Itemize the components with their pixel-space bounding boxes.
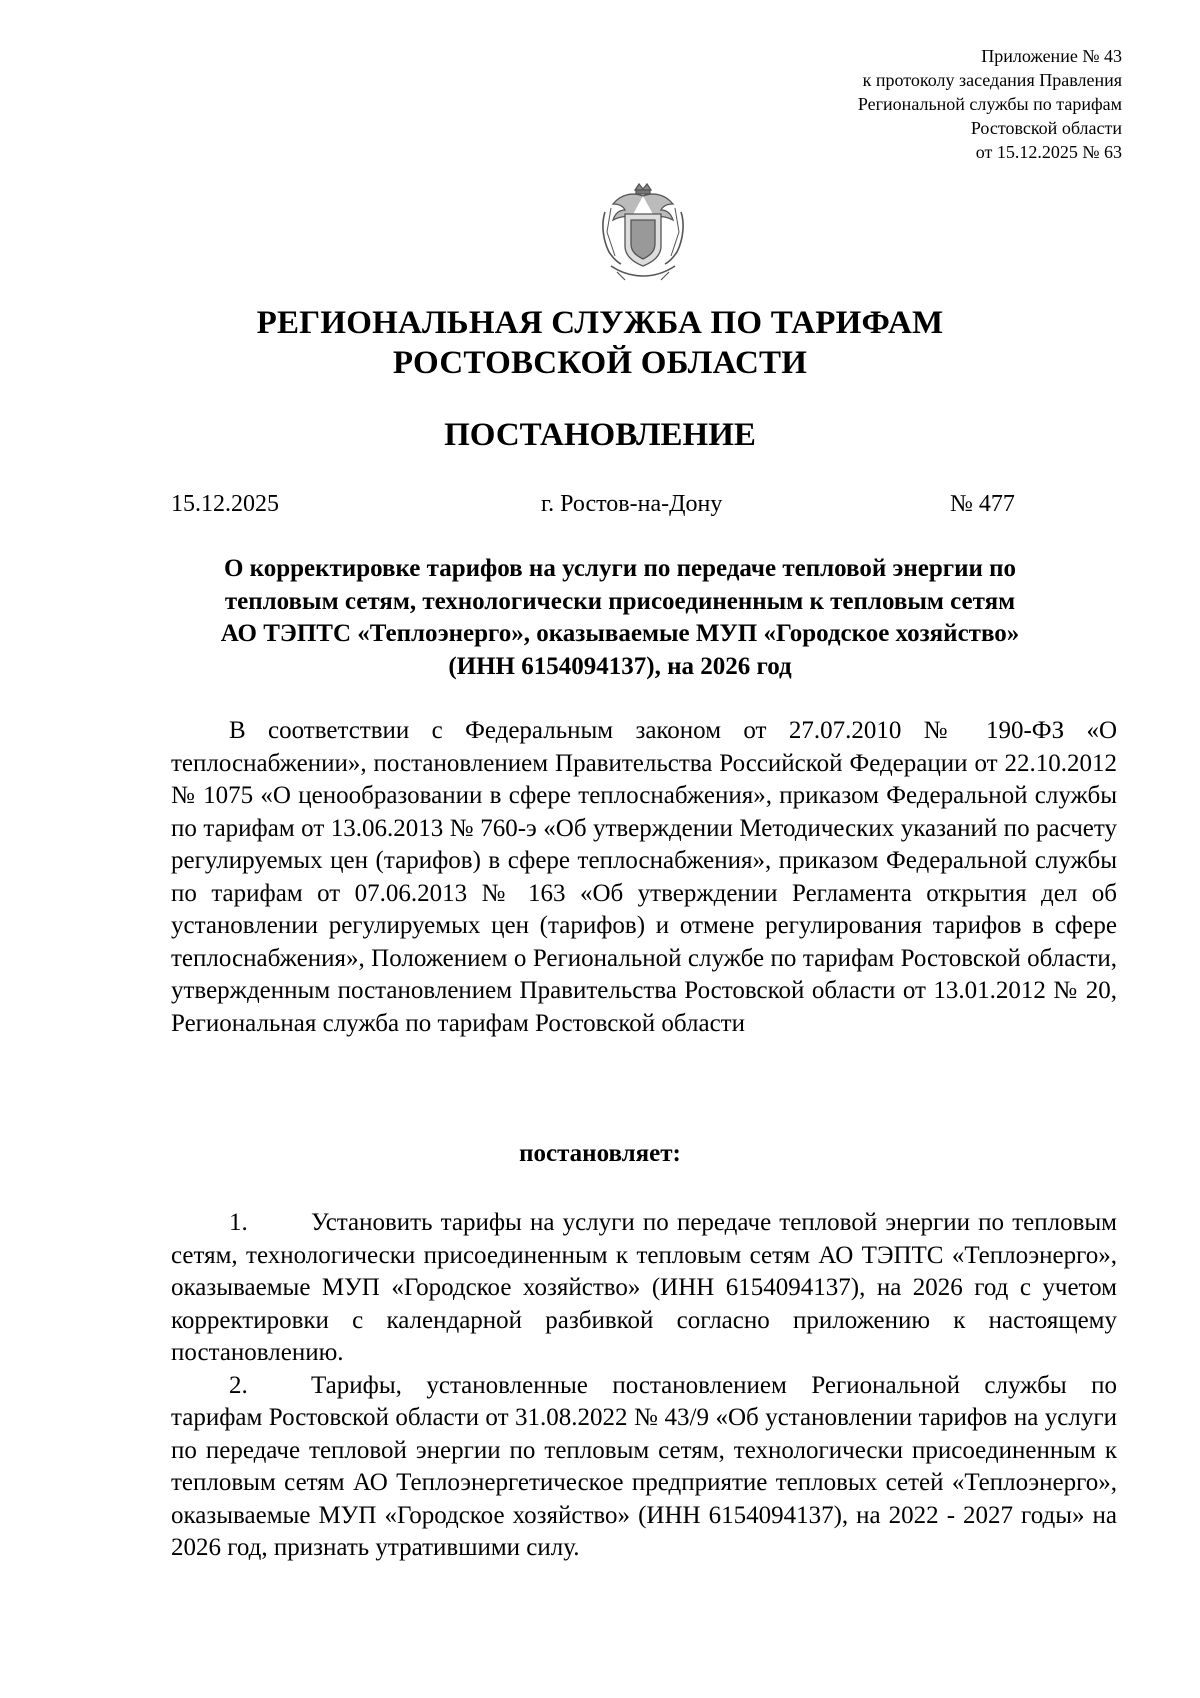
organization-title-line: РОСТОВСКОЙ ОБЛАСТИ bbox=[392, 345, 808, 381]
coat-of-arms-icon bbox=[595, 182, 691, 282]
appendix-stamp bbox=[858, 44, 1122, 164]
item-number: 1. bbox=[229, 1209, 248, 1236]
subject-line: АО ТЭПТС «Теплоэнерго», оказываемые МУП «Городское хозяйство» bbox=[220, 620, 1020, 647]
appendix-line: Приложение № 43 bbox=[981, 46, 1122, 66]
organization-title-line: РЕГИОНАЛЬНАЯ СЛУЖБА ПО ТАРИФАМ bbox=[256, 305, 944, 341]
item-text: Тарифы, установленные постановлением Региональной службы по тарифам Ростовской области от 31.08.2022 № 43/9 «Об установлении тарифов на услуги по передаче тепловой энергии по тепловым сетям, технологически присоединенным к тепловым сетям АО Теплоэнергетическое предприятие тепловых сетей «Теплоэнерго», оказываемые МУП «Городское хозяйство» (ИНН 6154094137), на 2022 - 2027 годы» на 2026 год, признать утратившими силу. bbox=[171, 1371, 1117, 1561]
subject-line: О корректировке тарифов на услуги по передаче тепловой энергии по bbox=[223, 555, 1017, 582]
organization-title bbox=[0, 303, 1200, 383]
document-number: № 477 bbox=[950, 491, 1015, 517]
item-text: Установить тарифы на услуги по передаче тепловой энергии по тепловым сетям, технологически присоединенным к тепловым сетям АО ТЭПТС «Теплоэнерго», оказываемые МУП «Городское хозяйство» (ИНН 6154094137), на 2026 год с учетом корректировки с календарной разбивкой согласно приложению к настоящему постановлению. bbox=[171, 1209, 1117, 1366]
appendix-line: Региональной службы по тарифам bbox=[857, 94, 1122, 114]
appendix-line: Ростовской области bbox=[970, 118, 1122, 138]
resolution-item bbox=[171, 1370, 1117, 1565]
document-type: ПОСТАНОВЛЕНИЕ bbox=[444, 417, 756, 453]
resolves-heading: постановляет: bbox=[519, 1140, 681, 1167]
subject-line: тепловым сетям, технологически присоединенным к тепловым сетям bbox=[224, 587, 1016, 615]
item-number: 2. bbox=[229, 1371, 248, 1399]
document-date: 15.12.2025 bbox=[171, 491, 279, 517]
appendix-line: от 15.12.2025 № 63 bbox=[975, 142, 1122, 162]
subject-line: (ИНН 6154094137), на 2026 год bbox=[448, 652, 792, 680]
preamble-paragraph: В соответствии с Федеральным законом от 27.07.2010 № 190-ФЗ «О теплоснабжении», постановлением Правительства Российской Федерации от 22.10.2012 № 1075 «О ценообразовании в сфере теплоснабжения», приказом Федеральной службы по тарифам от 13.06.2013 № 760-э «Об утверждении Методических указаний по расчету регулируемых цен (тарифов) в сфере теплоснабжения», приказом Федеральной службы по тарифам от 07.06.2013 № 163 «Об утверждении Регламента открытия дел об установлении регулируемых цен (тарифов) и отмене регулирования тарифов в сфере теплоснабжения», Положением о Региональной службе по тарифам Ростовской области, утвержденным постановлением Правительства Ростовской области от 13.01.2012 № 20, Региональная служба по тарифам Ростовской области bbox=[171, 717, 1117, 1037]
document-city: г. Ростов-на-Дону bbox=[541, 491, 723, 517]
resolution-item bbox=[171, 1207, 1117, 1370]
resolution-items bbox=[171, 1207, 1117, 1565]
appendix-line: к протоколу заседания Правления bbox=[862, 70, 1122, 90]
document-subject bbox=[150, 553, 1090, 683]
